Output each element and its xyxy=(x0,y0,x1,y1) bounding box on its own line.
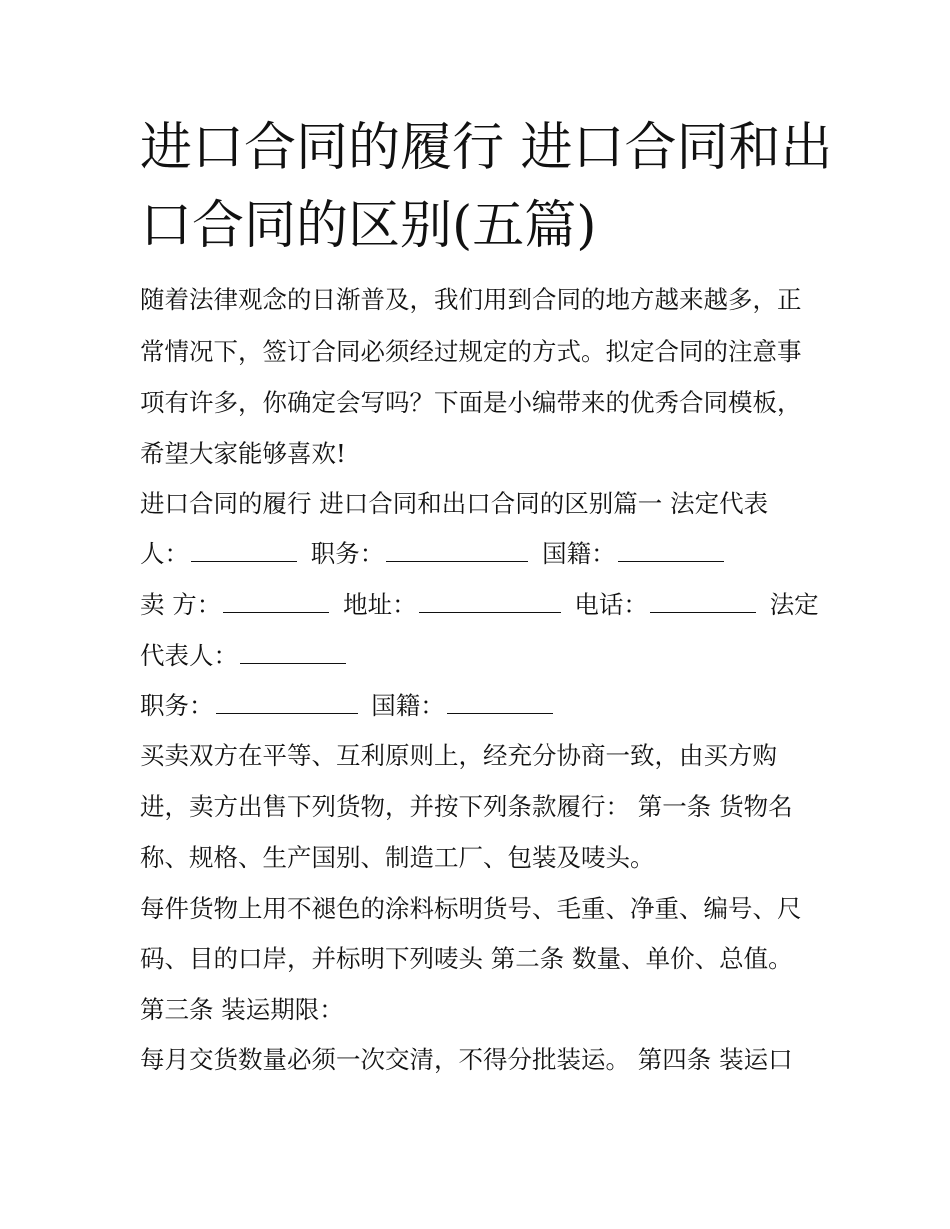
seller-info-row xyxy=(140,589,830,621)
body-p2-line-1: 每件货物上用不褪色的涂料标明货号、毛重、净重、编号、尺 xyxy=(140,894,802,923)
body-p2-line-2: 码、目的口岸，并标明下列唛头 第二条 数量、单价、总值。 xyxy=(140,944,793,973)
rep-label: 代表人： xyxy=(140,641,238,670)
seller-position-row xyxy=(140,690,830,722)
document-title-line-1: 进口合同的履行 进口合同和出 xyxy=(140,118,833,178)
seller-rep-row xyxy=(140,640,830,672)
position2-label: 职务： xyxy=(140,691,214,720)
intro-line-2: 常情况下，签订合同必须经过规定的方式。拟定合同的注意事 xyxy=(140,337,802,366)
intro-line-3: 项有许多，你确定会写吗？下面是小编带来的优秀合同模板， xyxy=(140,388,802,417)
seller-label: 卖 方： xyxy=(140,590,222,619)
buyer-info-row xyxy=(140,538,830,570)
buyer-rep-label: 人： xyxy=(140,539,189,568)
section-heading: 进口合同的履行 进口合同和出口合同的区别篇一 法定代表 xyxy=(140,489,769,518)
body-p4-line-1: 每月交货数量必须一次交清，不得分批装运。 第四条 装运口 xyxy=(140,1045,793,1074)
nationality-label: 国籍： xyxy=(542,539,616,568)
address-label: 地址： xyxy=(343,590,417,619)
nationality-blank[interactable] xyxy=(618,539,724,562)
position2-blank[interactable] xyxy=(216,691,358,714)
buyer-rep-blank[interactable] xyxy=(191,539,297,562)
phone-label: 电话： xyxy=(574,590,648,619)
nationality2-blank[interactable] xyxy=(447,691,553,714)
legal-label: 法定 xyxy=(769,590,819,619)
seller-blank[interactable] xyxy=(223,590,329,613)
nationality2-label: 国籍： xyxy=(371,691,445,720)
position-label: 职务： xyxy=(310,539,385,568)
phone-blank[interactable] xyxy=(650,590,756,613)
position-blank[interactable] xyxy=(386,539,528,562)
intro-line-4: 希望大家能够喜欢! xyxy=(140,439,346,468)
seller-rep-blank[interactable] xyxy=(240,641,346,664)
body-p1-line-3: 称、规格、生产国别、制造工厂、包装及唛头。 xyxy=(140,843,655,872)
body-p3: 第三条 装运期限： xyxy=(140,995,344,1024)
body-p1-line-2: 进，卖方出售下列货物，并按下列条款履行： 第一条 货物名 xyxy=(140,792,793,821)
document-title-line-2: 口合同的区别(五篇) xyxy=(140,196,597,256)
body-p1-line-1: 买卖双方在平等、互利原则上，经充分协商一致，由买方购 xyxy=(140,741,777,770)
address-blank[interactable] xyxy=(419,590,561,613)
intro-line-1: 随着法律观念的日渐普及，我们用到合同的地方越来越多，正 xyxy=(140,285,802,314)
